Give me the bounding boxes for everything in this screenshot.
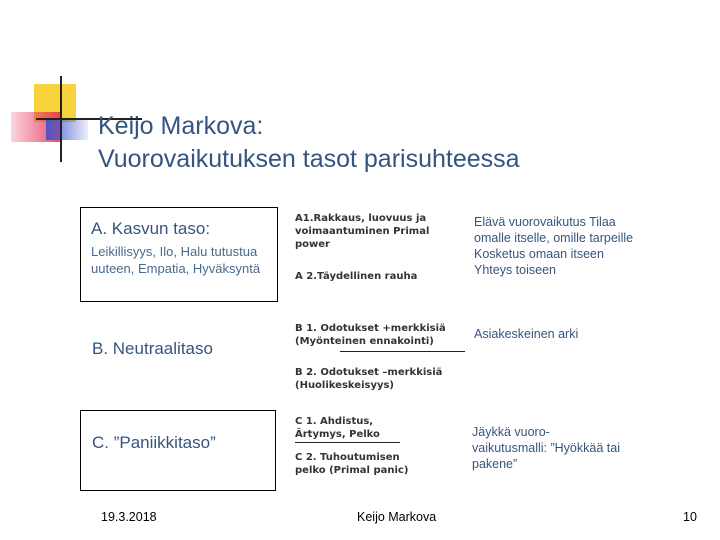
level-a-subtext: Leikillisyys, Ilo, Halu tutustua uuteen, Empatia, Hyväksyntä — [91, 244, 261, 276]
divider-line — [295, 442, 400, 443]
footer-date: 19.3.2018 — [101, 510, 157, 524]
level-a-item-2: A 2.Täydellinen rauha — [295, 271, 418, 282]
divider-line — [340, 351, 465, 352]
level-b-description: Asiakeskeinen arki — [474, 327, 579, 341]
level-c-description: Jäykkä vuoro-vaikutusmalli: ”Hyökkää tai pakene” — [472, 425, 620, 471]
level-a-description: Elävä vuorovaikutus Tilaa omalle itselle, omille tarpeille Kosketus omaan itseen Yhteys toiseen — [474, 215, 634, 277]
level-b-item-1: B 1. Odotukset +merkkisiä (Myönteinen ennakointi) — [295, 323, 446, 347]
level-a-item-1: A1.Rakkaus, luovuus ja voimaantuminen Primal power — [295, 213, 430, 250]
page-number: 10 — [683, 510, 697, 524]
level-b-heading: B. Neutraalitaso — [92, 339, 213, 358]
level-c-heading: C. ”Paniikkitaso” — [92, 433, 216, 452]
footer-author: Keijo Markova — [357, 510, 437, 524]
slide-title — [98, 110, 698, 176]
level-a-heading: A. Kasvun taso: — [91, 219, 211, 238]
slide-title-line2: Vuorovaikutuksen tasot parisuhteessa — [98, 145, 520, 173]
level-c-item-1: C 1. Ahdistus, Ärtymys, Pelko — [295, 416, 380, 440]
level-c-item-2: C 2. Tuhoutumisen pelko (Primal panic) — [295, 452, 409, 476]
level-b-item-2: B 2. Odotukset –merkkisiä (Huolikeskeisyys) — [295, 367, 443, 391]
slide-title-line1: Keijo Markova: — [98, 112, 264, 140]
logo-square-blue — [46, 120, 88, 140]
